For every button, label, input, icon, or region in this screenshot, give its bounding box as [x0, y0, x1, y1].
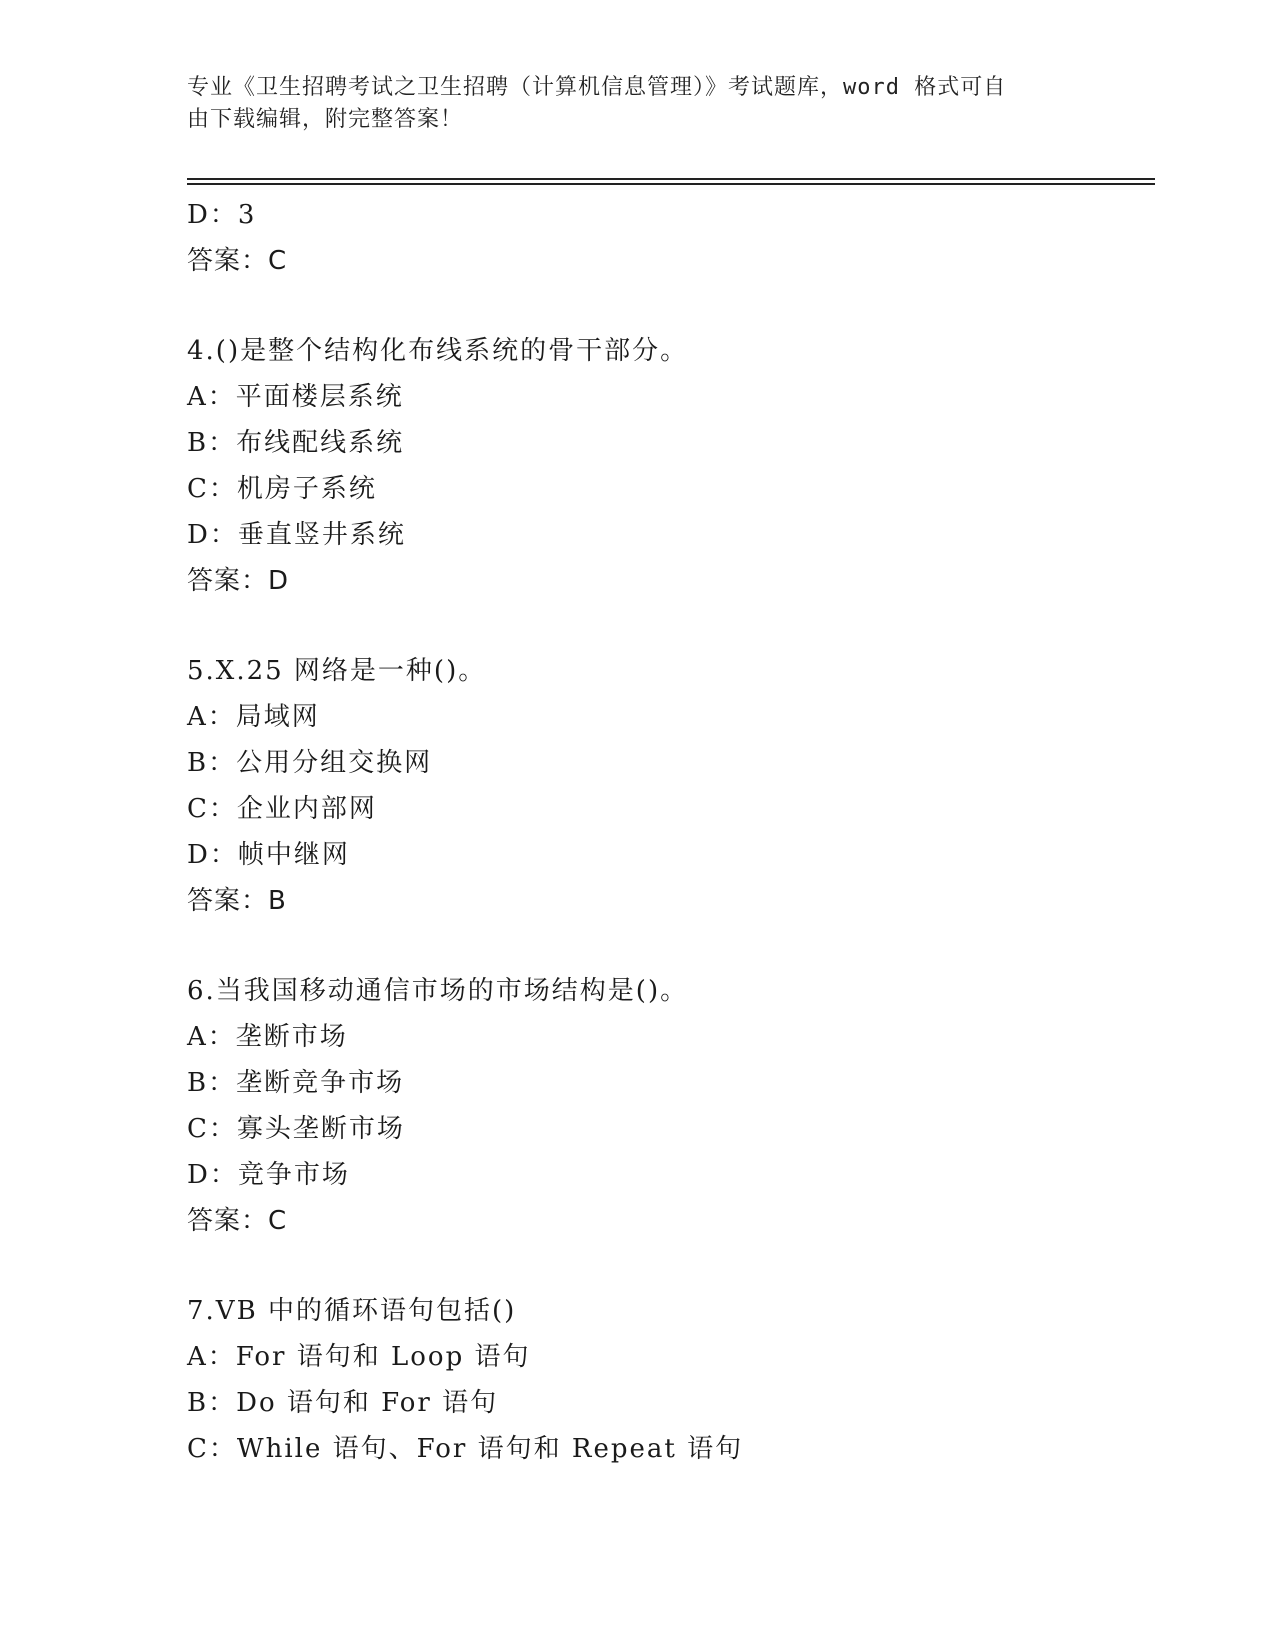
question-block — [187, 1288, 1147, 1472]
option-a: A：For 语句和 Loop 语句 — [187, 1342, 531, 1372]
option-d: D：垂直竖井系统 — [187, 520, 406, 550]
question-stem: 5.X.25 网络是一种()。 — [187, 656, 487, 686]
option-b: B：垄断竞争市场 — [187, 1068, 405, 1098]
answer-line: 答案：B — [187, 886, 287, 916]
option-a: A：平面楼层系统 — [187, 382, 404, 412]
answer-line: 答案：C — [187, 246, 288, 276]
option-b: B：公用分组交换网 — [187, 748, 433, 778]
option-d: D：帧中继网 — [187, 840, 350, 870]
document-header — [187, 72, 1067, 136]
header-divider-bottom — [187, 183, 1155, 185]
question-stem: 6.当我国移动通信市场的市场结构是()。 — [187, 976, 689, 1006]
spacer — [187, 924, 1147, 968]
option-a: A：垄断市场 — [187, 1022, 348, 1052]
header-divider-top — [187, 178, 1155, 180]
header-line-2: 由下载编辑，附完整答案！ — [187, 107, 464, 132]
option-a: A：局域网 — [187, 702, 320, 732]
answer-line: 答案：C — [187, 1206, 288, 1236]
option-b: B：Do 语句和 For 语句 — [187, 1388, 499, 1418]
option-c: C：While 语句、For 语句和 Repeat 语句 — [187, 1434, 744, 1464]
question-block — [187, 328, 1147, 604]
question-block — [187, 648, 1147, 924]
spacer — [187, 284, 1147, 328]
option-c: C：寡头垄断市场 — [187, 1114, 405, 1144]
spacer — [187, 604, 1147, 648]
answer-line: 答案：D — [187, 566, 290, 596]
option-c: C：企业内部网 — [187, 794, 377, 824]
header-line-1: 专业《卫生招聘考试之卫生招聘（计算机信息管理）》考试题库，word 格式可自 — [187, 75, 1007, 100]
option-b: B：布线配线系统 — [187, 428, 405, 458]
option-d: D：竞争市场 — [187, 1160, 350, 1190]
option-d: D：3 — [187, 200, 257, 230]
option-c: C：机房子系统 — [187, 474, 377, 504]
question-stem: 4.()是整个结构化布线系统的骨干部分。 — [187, 336, 689, 366]
question-stem: 7.VB 中的循环语句包括() — [187, 1296, 517, 1326]
spacer — [187, 1244, 1147, 1288]
question-block — [187, 968, 1147, 1244]
question-list — [187, 192, 1147, 1472]
